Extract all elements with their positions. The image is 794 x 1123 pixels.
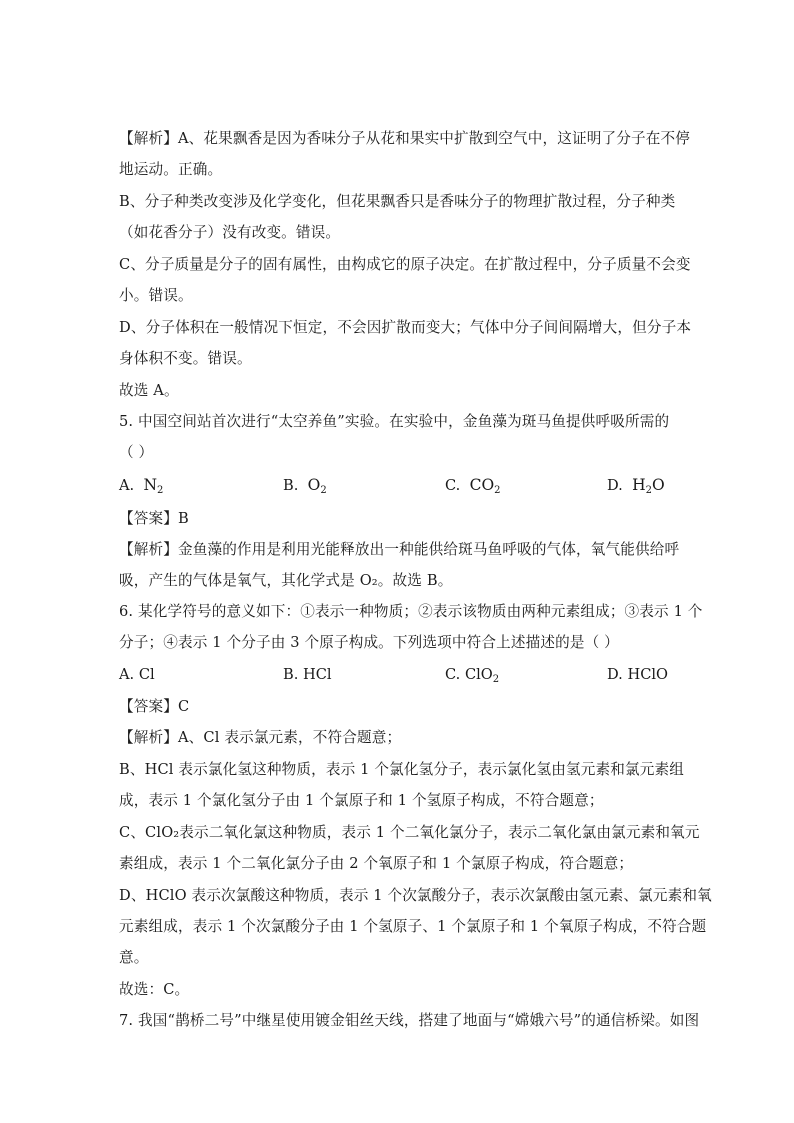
q5-explanation-line-1: 【解析】金鱼藻的作用是利用光能释放出一种能供给斑马鱼呼吸的气体，氧气能供给呼 bbox=[119, 541, 680, 558]
q4-explanation-line-7: D、分子体积在一般情况下恒定，不会因扩散而变大；气体中分子间间隔增大，但分子本 bbox=[119, 319, 692, 336]
q6-explanation-line-8: 意。 bbox=[119, 949, 149, 966]
q6-option-a: A. Cl bbox=[119, 666, 155, 683]
q6-explanation-line-4: C、ClO₂表示二氧化氯这种物质，表示 1 个二氧化氯分子，表示二氧化氯由氯元素和氧元 bbox=[119, 824, 700, 841]
q5-option-c: C. $CO_2$ bbox=[445, 476, 501, 496]
q6-stem-line-2: 分子；④表示 1 个分子由 3 个原子构成。下列选项中符合上述描述的是（ ） bbox=[119, 634, 619, 651]
q4-explanation-line-5: C、分子质量是分子的固有属性，由构成它的原子决定。在扩散过程中，分子质量不会变 bbox=[119, 256, 691, 273]
q5-stem: 5. 中国空间站首次进行“太空养鱼”实验。在实验中，金鱼藻为斑马鱼提供呼吸所需的 bbox=[119, 413, 670, 430]
q5-explanation-line-2: 吸，产生的气体是氧气，其化学式是 O₂。故选 B。 bbox=[119, 572, 453, 589]
q6-conclusion: 故选：C。 bbox=[119, 981, 190, 998]
q6-explanation-line-3: 成，表示 1 个氯化氢分子由 1 个氯原子和 1 个氢原子构成，不符合题意； bbox=[119, 792, 604, 809]
q6-explanation-line-5: 素组成，表示 1 个二氧化氯分子由 2 个氧原子和 1 个氯原子构成，符合题意； bbox=[119, 855, 634, 872]
q4-explanation-line-1: 【解析】A、花果飘香是因为香味分子从花和果实中扩散到空气中，这证明了分子在不停 bbox=[119, 130, 690, 147]
q6-explanation-line-7: 元素组成，表示 1 个次氯酸分子由 1 个氢原子、1 个氯原子和 1 个氧原子构成，不符合题 bbox=[119, 918, 707, 935]
q7-stem: 7. 我国“鹊桥二号”中继星使用镀金钼丝天线，搭建了地面与“嫦娥六号”的通信桥梁。如图 bbox=[119, 1012, 700, 1029]
q5-answer: 【答案】B bbox=[119, 510, 189, 527]
q5-option-b: B. $O_2$ bbox=[283, 476, 327, 496]
q5-answer-blank: （ ） bbox=[119, 444, 154, 461]
q6-option-d: D. HClO bbox=[607, 666, 668, 683]
q6-explanation-line-6: D、HClO 表示次氯酸这种物质，表示 1 个次氯酸分子，表示次氯酸由氢元素、氯元素和氧 bbox=[119, 887, 712, 904]
q4-explanation-line-3: B、分子种类改变涉及化学变化，但花果飘香只是香味分子的物理扩散过程，分子种类 bbox=[119, 193, 676, 210]
q4-conclusion: 故选 A。 bbox=[119, 382, 179, 399]
q5-option-d: D. $H_2O$ bbox=[607, 476, 665, 496]
q4-explanation-line-8: 身体积不变。错误。 bbox=[119, 350, 252, 367]
q6-stem-line-1: 6. 某化学符号的意义如下：①表示一种物质；②表示该物质由两种元素组成；③表示 1 个 bbox=[119, 603, 703, 620]
q6-answer: 【答案】C bbox=[119, 698, 190, 715]
q6-explanation-line-2: B、HCl 表示氯化氢这种物质，表示 1 个氯化氢分子，表示氯化氢由氢元素和氯元素组 bbox=[119, 761, 684, 778]
q4-explanation-line-6: 小。错误。 bbox=[119, 287, 193, 304]
q6-option-b: B. HCl bbox=[283, 666, 332, 683]
q4-explanation-line-4: （如花香分子）没有改变。错误。 bbox=[119, 224, 341, 241]
q6-explanation-line-1: 【解析】A、Cl 表示氯元素，不符合题意； bbox=[119, 729, 402, 746]
q6-option-c: C. ClO$_2$ bbox=[445, 666, 500, 685]
q5-option-a: A. $N_2$ bbox=[119, 476, 164, 496]
q4-explanation-line-2: 地运动。正确。 bbox=[119, 161, 223, 178]
